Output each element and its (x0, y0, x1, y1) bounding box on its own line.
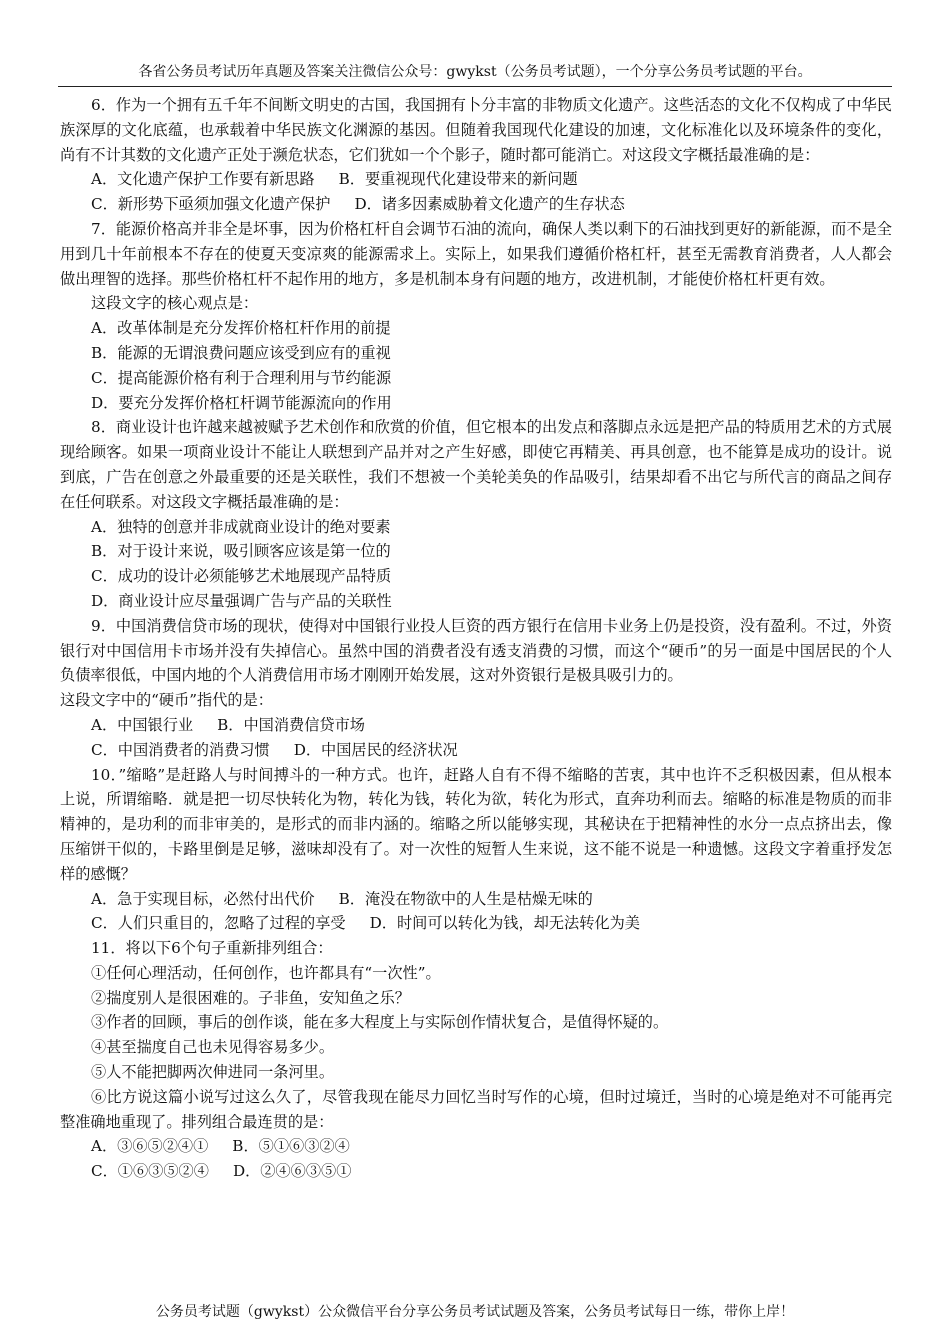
option-d: D．中国居民的经济状况 (293, 740, 458, 759)
question-stem: 6．作为一个拥有五千年不间断文明史的古国，我国拥有卜分丰富的非物质文化遗产。这些活态的文化不仅构成了中华民族深厚的文化底蕴，也承载着中华民族文化渊源的基因。但随着我国现代化建设的加速，文化标准化以及环境条件的变化，尚有不计其数的文化遗产正处于濒危状态，它们犹如一个个影子，随时都可能消亡。对这段文字概括最准确的是： (60, 96, 892, 164)
option-a: A．改革体制是充分发挥价格杠杆作用的前提 (91, 319, 391, 338)
sentence-2: ②揣度别人是很困难的。子非鱼，安知鱼之乐？ (91, 988, 410, 1007)
option-row (60, 167, 892, 192)
question-stem: 7．能源价格高并非全是坏事，因为价格杠杆自会调节石油的流向，确保人类以剩下的石油找到更好的新能源，而不是全用到几十年前根本不存在的使夏天变凉爽的能源需求上。实际上，如果我们遵循价格杠杆，甚至无需教育消费者，人人都会做出理智的选择。那些价格杠杆不起作用的地方，多是机制本身有问题的地方，改进机制，才能使价格杠杆更有效。 (60, 219, 892, 288)
sentence-6: ⑥比方说这篇小说写过这么久了，尽管我现在能尽力回忆当时写作的心境，但时过境迁，当时的心境是绝对不可能再完整准确地重现了。排列组合最连贯的是： (60, 1087, 892, 1131)
question-stem: 10．”缩略”是赶路人与时间搏斗的一种方式。也许，赶路人自有不得不缩略的苦衷，其中也许不乏积极因素，但从根本上说，所谓缩略．就是把一切尽快转化为物，转化为钱，转化为欲，转化为形式，直奔功利而去。缩略的标准是物质的而非精神的，是功利的而非审美的，是形式的而非内涵的。缩略之所以能够实现，其秘诀在于把精神性的水分一点点挤出去，像压缩饼干似的，卡路里倒是足够，滋味却没有了。对一次性的短暂人生来说，这不能不说是一种遗憾。这段文字着重抒发怎样的感慨？ (60, 765, 892, 883)
option-b: B．对于设计来说，吸引顾客应该是第一位的 (91, 542, 391, 561)
question-7 (60, 217, 892, 415)
option-row (60, 1134, 892, 1159)
question-stem: 9．中国消费信贷市场的现状，使得对中国银行业投人巨资的西方银行在信用卡业务上仍是投资，没有盈利。不过，外资银行对中国信用卡市场并没有失掉信心。虽然中国的消费者没有透支消费的习惯，而这个“硬币”的另一面是中国居民的个人负债率很低，中国内地的个人消费信用市场才刚刚开始发展，这对外资银行是极具吸引力的。 (60, 616, 892, 685)
page-header: 各省公务员考试历年真题及答案关注微信公众号：gwykst（公务员考试题），一个分享公务员考试题的平台。 (138, 64, 812, 80)
question-6 (60, 93, 892, 217)
option-row (60, 887, 892, 912)
option-c: C．①⑥③⑤②④ (91, 1162, 209, 1181)
question-9 (60, 614, 892, 763)
header-divider (58, 86, 892, 87)
option-a: A．文化遗产保护工作要有新思路 (91, 170, 315, 189)
sentence-1: ①任何心理活动，任何创作，也许都具有“一次性”。 (91, 963, 441, 982)
option-c: C．中国消费者的消费习惯 (91, 740, 270, 759)
option-c: C．成功的设计必须能够艺术地展现产品特质 (91, 567, 392, 586)
option-d: D．时间可以转化为钱，却无法转化为美 (369, 914, 640, 933)
option-b: B．能源的无谓浪费问题应该受到应有的重视 (91, 343, 391, 362)
question-11 (60, 936, 892, 1184)
question-10 (60, 763, 892, 937)
question-stem: 11．将以下6个句子重新排列组合： (91, 939, 333, 958)
question-prompt: 这段文字中的“硬币”指代的是： (60, 691, 273, 710)
option-row (60, 738, 892, 763)
option-a: A．独特的创意并非成就商业设计的绝对要素 (91, 517, 391, 536)
option-c: C．人们只重目的，忽略了过程的享受 (91, 914, 346, 933)
option-row (60, 192, 892, 217)
option-d: D．商业设计应尽量强调广告与产品的关联性 (91, 591, 392, 610)
option-a: A．③⑥⑤②④① (91, 1137, 209, 1156)
option-row (60, 911, 892, 936)
option-a: A．急于实现目标，必然付出代价 (91, 889, 315, 908)
option-a: A．中国银行业 (91, 715, 194, 734)
option-c: C．提高能源价格有利于合理利用与节约能源 (91, 368, 392, 387)
document-body (60, 93, 892, 1184)
option-row (60, 1159, 892, 1184)
option-d: D．要充分发挥价格杠杆调节能源流向的作用 (91, 393, 392, 412)
page-footer: 公务员考试题（gwykst）公众微信平台分享公务员考试试题及答案，公务员考试每日一练，带你上岸！ (155, 1304, 795, 1320)
option-row (60, 713, 892, 738)
option-c: C．新形势下亟须加强文化遗产保护 (91, 195, 331, 214)
sentence-4: ④甚至揣度自己也未见得容易多少。 (91, 1038, 334, 1057)
option-d: D．诸多因素威胁着文化遗产的生存状态 (354, 195, 625, 214)
question-8 (60, 415, 892, 613)
option-b: B．⑤①⑥③②④ (232, 1137, 350, 1156)
option-b: B．要重视现代化建设带来的新问题 (338, 170, 578, 189)
option-b: B．中国消费信贷市场 (217, 715, 365, 734)
question-prompt: 这段文字的核心观点是： (91, 294, 259, 313)
question-stem: 8．商业设计也许越来越被赋予艺术创作和欣赏的价值，但它根本的出发点和落脚点永远是把产品的特质用艺术的方式展现给顾客。如果一项商业设计不能让人联想到产品并对之产生好感，即使它再精美、再具创意，也不能算是成功的设计。说到底，广告在创意之外最重要的还是关联性，我们不想被一个美轮美奂的作品吸引，结果却看不出它与所代言的商品之间存在任何联系。对这段文字概括最准确的是： (60, 418, 892, 511)
option-d: D．②④⑥③⑤① (232, 1162, 352, 1181)
sentence-5: ⑤人不能把脚两次伸进同一条河里。 (91, 1063, 334, 1082)
sentence-3: ③作者的回顾，事后的创作谈，能在多大程度上与实际创作情状复合，是值得怀疑的。 (91, 1013, 669, 1032)
option-b: B．淹没在物欲中的人生是枯燥无味的 (338, 889, 593, 908)
